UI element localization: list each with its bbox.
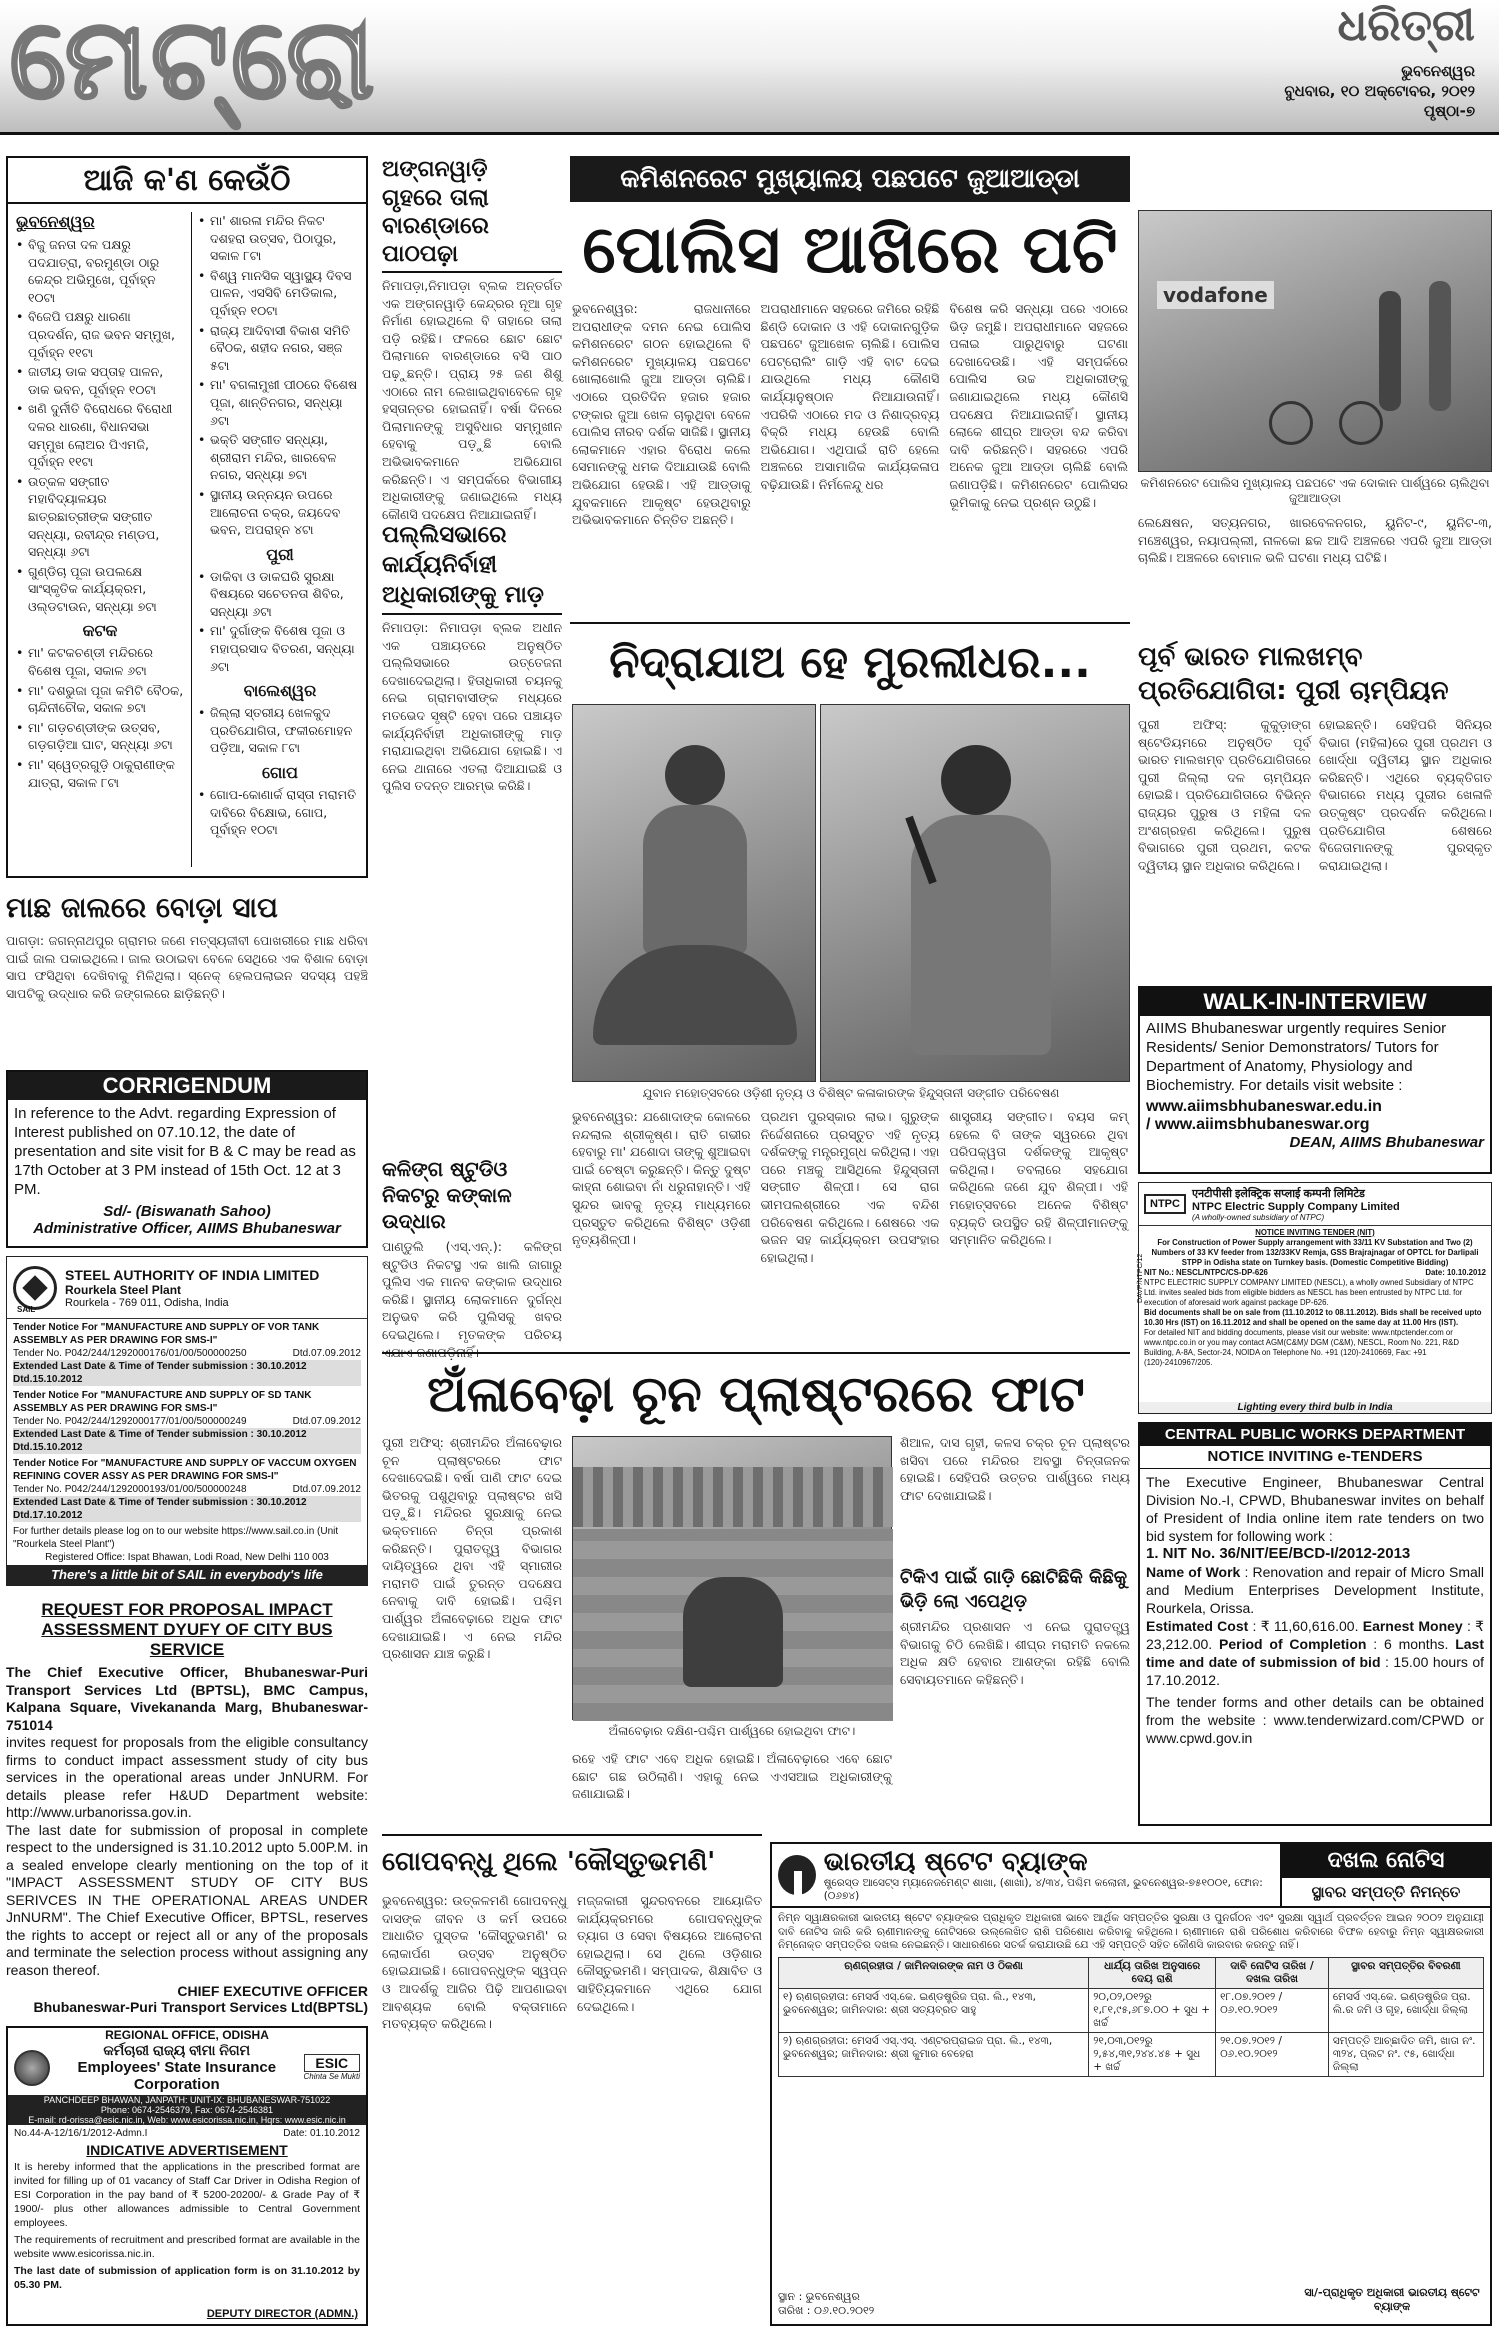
ntpc-side-ref: DAVP/NTPC/12 xyxy=(1137,1253,1144,1303)
table-cell: ୨୧,୦୩,୦୧୨ରୁ ୨,୫୪,୩୧,୨୪୪.୪୫ + ସୁଧ + ଖର୍ଚ୍ଚ xyxy=(1089,2032,1216,2076)
list-item: • ମା' ଦୁର୍ଗାଙ୍କ ବିଶେଷ ପୂଜା ଓ ମହାପ୍ରସାଦ ବିତରଣ, ସନ୍ଧ୍ୟା ୬ଟା xyxy=(198,622,362,675)
esic-logo-text: ESIC xyxy=(304,2054,360,2072)
gopabandhu-headline: ଗୋପବନ୍ଧୁ ଥିଲେ 'କୌସ୍ତୁଭମଣି' xyxy=(382,1847,716,1877)
aiims-sign: DEAN, AIIMS Bhubaneswar xyxy=(1289,1134,1484,1151)
dancer-photo xyxy=(572,704,816,1082)
plaster-col3b: ଶ୍ରୀମନ୍ଦିର ପ୍ରଶାସନ ଏ ନେଇ ପୁରାତତ୍ତ୍ୱ ବିଭାଗକୁ ଚିଠି ଲେଖିଛି। ଶୀଘ୍ର ମରାମତି ନକଲେ ଅଧିକ କ୍ଷତି ହେବାର ଆଶଙ୍କା ରହିଛି ବୋଲି ସେବାୟତମାନେ କହିଛନ୍ତି। xyxy=(900,1619,1130,1687)
corrigendum xyxy=(6,1070,368,1248)
kalinga-body: ପାଣ୍ଡୁଲି (ଏସ୍.ଏନ୍.): କଳିଙ୍ଗ ଷ୍ଟୁଡିଓ ନିକଟସ୍ଥ ଏକ ଖାଲି ଜାଗାରୁ ପୁଲିସ ଏକ ମାନବ କଙ୍କାଳ ଉଦ୍ଧାର କରିଛି। ସ୍ଥାନୀୟ ଲୋକମାନେ ଦୁର୍ଗନ୍ଧ ଅନୁଭବ କରି ପୁଲିସକୁ ଖବର ଦେଇଥିଲେ। ମୃତକଙ୍କ ପରିଚୟ xyxy=(382,1239,562,1342)
table-header: ଦାବି ନୋଟିସ ତାରିଖ / ଦଖଲ ତାରିଖ xyxy=(1216,1957,1329,1988)
esic-adv-title: INDICATIVE ADVERTISEMENT xyxy=(86,2142,288,2158)
sail-extended: Extended Last Date & Time of Tender submission : 30.10.2012 Dtd.17.10.2012 xyxy=(13,1496,361,1522)
cpwd-money-label: Earnest Money xyxy=(1362,1618,1463,1634)
cpwd-dept: CENTRAL PUBLIC WORKS DEPARTMENT xyxy=(1140,1424,1490,1446)
gopabandhu-col2: ମଜ୍ଜକାରୀ ସୁନ୍ଦରବନରେ ଆୟୋଜିତ କାର୍ଯ୍ୟକ୍ରମରେ ଗୋପବନ୍ଧୁଙ୍କ ତ୍ୟାଗ ଓ ସେବା ବିଷୟରେ ଆଲୋଚନା ହୋଇଥିଲା। ସେ ଥିଲେ ଓଡ଼ିଶାର କୌସ୍ତୁଭମଣି। ସମ୍ପାଦକ, ଶିକ୍ଷାବିତ ଓ ସାହିତ୍ୟିକମାନେ ଏଥିରେ ଯୋଗ ଦେଇଥିଲେ। xyxy=(577,1893,762,2014)
sail-tender-date: Dtd.07.09.2012 xyxy=(292,1348,361,1359)
anganwadi-kicker: ଅଙ୍ଗନୱାଡ଼ି xyxy=(382,157,488,182)
gambling-photo xyxy=(1138,210,1492,472)
murali-col3: ଶାସ୍ତ୍ରୀୟ ସଙ୍ଗୀତ। ବୟସ କମ୍ ହେଲେ ବି ତାଙ୍କ ସ୍ୱରରେ ଥିବା ପରିପକ୍ୱତା ଦର୍ଶକଙ୍କୁ ଆକୃଷ୍ଟ କରିଥିଲା। ତବଲାରେ ସହଯୋଗ କରିଥିଲେ ଜଣେ ଯୁବ ଶିଳ୍ପୀ। ଏହି ମହୋତ୍ସବରେ ଅନେକ ବିଶିଷ୍ଟ ବ୍ୟକ୍ତି ଉପସ୍ଥିତ ରହି ଶିଳ୍ପୀମାନଙ୍କୁ ସମ୍ମାନିତ କରିଥିଲେ। xyxy=(949,1109,1129,1248)
sail-org: STEEL AUTHORITY OF INDIA LIMITED xyxy=(65,1266,320,1283)
cpwd-notice: NOTICE INVITING e-TENDERS xyxy=(1140,1446,1490,1469)
ntpc-tag: Lighting every third bulb in India xyxy=(1139,1402,1491,1413)
temple-photo xyxy=(572,1436,892,1720)
murali-headline: ନିଦ୍ରାଯାଅ ହେ ମୁରଲୀଧର... xyxy=(609,637,1091,688)
sbi-date: ତାରିଖ : ୦୬.୧୦.୨୦୧୨ xyxy=(778,2304,875,2317)
bptsl-body3: The last date for submission of proposal in complete respect to the undersigned is 31.10.2012 upto 5.00P.M. in a sealed envelope clearly mentioning on the top of it "IMPACT ASSESSMENT STUDY OF CITY BUS SERIVCES IN THE OPERATIONAL AREAS UNDER JnNURM". The Chief Executive Officer, BPTSL, reserves the rights to accept or reject all or any of the proposals and terminate the selection process without assigning any reason thereof. xyxy=(6,1821,368,1978)
gopabandhu-col1: ଭୁବନେଶ୍ୱର: ଉତ୍କଳମଣି ଗୋପବନ୍ଧୁ ଦାସଙ୍କ ଜୀବନ ଓ କର୍ମ ଉପରେ ଆଧାରିତ ପୁସ୍ତକ 'କୌସ୍ତୁଭମଣି' ର ଲୋକାର୍ପଣ ଉତ୍ସବ ଅନୁଷ୍ଠିତ ହୋଇଯାଇଛି। ଗୋପବନ୍ଧୁଙ୍କ ସ୍ୱପ୍ନ ଓ ଆଦର୍ଶକୁ ଆଜିର ପିଢ଼ି ଆପଣାଇବା ଆବଶ୍ୟକ ବୋଲି ବକ୍ତାମାନେ ମତବ୍ୟକ୍ତ କରିଥିଲେ। xyxy=(382,1893,567,2032)
sarpanch-body: ନିମାପଡ଼ା: ନିମାପଡ଼ା ବ୍ଲକ ଅଧୀନ ଏକ ପଞ୍ଚାୟତରେ ଅନୁଷ୍ଠିତ ପଲ୍ଲିସଭାରେ ଉତ୍ତେଜନା ଦେଖାଦେଇଥିଲା। ହିତାଧିକାରୀ ଚୟନକୁ ନେଇ ଗ୍ରାମବାସୀଙ୍କ ମଧ୍ୟରେ ମତଭେଦ ସୃଷ୍ଟି ହେବା ପରେ ପଞ୍ଚାୟତ କାର୍ଯ୍ୟନିର୍ବାହୀ ଅଧିକାରୀଙ୍କୁ ମାଡ଼ ମରାଯାଇଥିବା ଅଭିଯୋଗ ହୋଇଛି। ଏ ନେଇ ଥାନାରେ ଏତଲା ଦିଆଯାଇଛି ଓ ପୁଲିସ ତଦନ୍ତ ଆରମ୍ଭ କରିଛି। xyxy=(382,620,562,794)
table-header: ଋଣଗ୍ରହୀତା / ଜାମିନଦାରଙ୍କ ନାମ ଓ ଠିକଣା xyxy=(779,1957,1089,1988)
sbi-table xyxy=(778,1957,1484,2077)
masthead-date: ବୁଧବାର, ୧୦ ଅକ୍ଟୋବର, ୨୦୧୨ xyxy=(1284,82,1475,100)
sail-address: Rourkela - 769 011, Odisha, India xyxy=(65,1296,229,1309)
emblem-icon xyxy=(14,2050,50,2086)
list-item: • ବିଜୁ ଜନତା ଦଳ ପକ୍ଷରୁ ପଦଯାତ୍ରା, ବରମୁଣ୍ଡା ଠାରୁ କେନ୍ଦ୍ର ଅଭିମୁଖେ, ପୂର୍ବାହ୍ନ ୧୦ଟା xyxy=(16,236,184,306)
sail-tender-date: Dtd.07.09.2012 xyxy=(292,1416,361,1427)
sbi-sign: ସା/-ପ୍ରାଧିକୃତ ଅଧିକାରୀ ଭାରତୀୟ ଷ୍ଟେଟ ବ୍ୟାଙ୍କ xyxy=(1304,2286,1480,2313)
ntpc-logo: NTPC xyxy=(1144,1194,1186,1214)
ntpc-bid: Bid documents shall be on sale from (11.10.2012 to 08.11.2012). Bids shall be received upto 10.30 Hrs (IST) on 16.11.2012 and shall be opened on the same day at 11.00 Hrs (IST). xyxy=(1144,1308,1482,1327)
table-row xyxy=(779,2032,1484,2076)
sail-logo-text: SAIL xyxy=(17,1305,36,1314)
esic-phone: Phone: 0674-2546379, Fax: 0674-2546381 xyxy=(8,2105,366,2115)
sail-extended: Extended Last Date & Time of Tender submission : 30.10.2012 Dtd.15.10.2012 xyxy=(13,1360,361,1386)
ntpc-body: NTPC ELECTRIC SUPPLY COMPANY LIMITED (NESCL), a wholly owned Subsidiary of NTPC Ltd. invites sealed bids from eligible bidders as NESCL has been entrusted by NTPC Ltd. for execution of aforesaid work against package DP-626. xyxy=(1144,1278,1474,1307)
sail-tender-no: Tender No. P042/244/1292000176/01/00/500000250 xyxy=(13,1348,247,1359)
cpwd-nit: 1. NIT No. 36/NIT/EE/BCD-I/2012-2013 xyxy=(1146,1545,1411,1562)
cpwd-period: : 6 months. xyxy=(1373,1636,1449,1652)
list-item: • ଗୁଣ୍ଡିଚା ପୂଜା ଉପଲକ୍ଷେ ସାଂସ୍କୃତିକ କାର୍ଯ୍ୟକ୍ରମ, ଓଲ୍ଡଟାଉନ, ସନ୍ଧ୍ୟା ୭ଟା xyxy=(16,563,184,616)
table-cell: ୨୧.୦୭.୨୦୧୨ / ୦୬.୧୦.୨୦୧୨ xyxy=(1216,2032,1329,2076)
sarpanch-headline: ପଲ୍ଲିସଭାରେ କାର୍ଯ୍ୟନିର୍ବାହୀ ଅଧିକାରୀଙ୍କୁ ମାଡ଼ xyxy=(382,520,562,615)
events-bbsr-heading: ଭୁବନେଶ୍ୱର xyxy=(16,212,95,231)
anganwadi-headline: ଗୃହରେ ତାଲା ବାରଣ୍ଡାରେ ପାଠପଢ଼ା xyxy=(382,184,562,273)
sail-ad xyxy=(6,1256,368,1586)
ntpc-hindi-name: एनटीपीसी इलेक्ट्रिक सप्लाई कम्पनी लिमिटेड xyxy=(1191,1188,1365,1200)
events-title: ଆଜି କ'ଣ କେଉଁଠି xyxy=(8,158,366,204)
sbi-place: ସ୍ଥାନ : ଭୁବନେଶ୍ୱର xyxy=(778,2290,860,2303)
aiims-web1[interactable]: www.aiimsbhubaneswar.edu.in xyxy=(1146,1098,1382,1115)
ntpc-nit-date: Date: 10.10.2012 xyxy=(1425,1268,1486,1277)
cpwd-work: : Renovation and repair of Micro Small and Medium Enterprises Development Institute, Rourkela, Orissa. xyxy=(1146,1564,1485,1616)
bptsl-sign1: CHIEF EXECUTIVE OFFICER xyxy=(177,1983,368,1999)
singer-photo xyxy=(820,704,1130,1082)
table-row xyxy=(779,1988,1484,2032)
sail-logo-icon xyxy=(13,1266,57,1310)
aiims-ad xyxy=(1138,986,1492,1174)
plaster-col3: ଶିଆଳ, ଦାସ ଗୃହୀ, କଳସ ଚକ୍ର ଚୂନ ପ୍ଲାଷ୍ଟର ଖସିବା ପରେ ମନ୍ଦିରର ଅବସ୍ଥା ଚିନ୍ତାଜନକ ହୋଇଛି। ସେହିପରି ଉତ୍ତର ପାର୍ଶ୍ୱରେ ମଧ୍ୟ ଫାଟ ଦେଖାଯାଇଛି। xyxy=(900,1435,1130,1503)
cpwd-work-label: Name of Work xyxy=(1146,1564,1241,1580)
list-item: • ବିଶ୍ୱ ମାନସିକ ସ୍ୱାସ୍ଥ୍ୟ ଦିବସ ପାଳନ, ଏସସିବି ମେଡିକାଲ, ପୂର୍ବାହ୍ନ ୧୦ଟା xyxy=(198,267,362,320)
sarpanch-story xyxy=(382,520,562,1148)
sail-notice xyxy=(13,1389,361,1454)
list-item: • ଖଣି ଦୁର୍ନୀତି ବିରୋଧରେ ବିରୋଧୀ ଦଳର ଧାରଣା, ବିଧାନସଭା ସମ୍ମୁଖ ଲୋଅର ପିଏମଜି, ପୂର୍ବାହ୍ନ ୧୧ଟା xyxy=(16,400,184,470)
snake-headline: ମାଛ ଜାଲରେ ବୋଡ଼ା ସାପ xyxy=(6,891,278,924)
esic-para3: The last date of submission of application form is on 31.10.2012 by 05.30 PM. xyxy=(14,2265,360,2291)
sbi-logo-icon xyxy=(778,1855,816,1895)
masthead-city: ଭୁବନେଶ୍ୱର xyxy=(1401,62,1475,80)
commissionerate-col3: ବିଶେଷ କରି ସନ୍ଧ୍ୟା ପରେ ଏଠାରେ ଭିଡ଼ ଜମୁଛି। ଅପରାଧୀମାନେ ସହଜରେ ପଳାଇ ପାରୁଥିବାରୁ ଘଟଣା ଦେଖାଦେଉଛି। ଏହି ସମ୍ପର୍କରେ ପୋଲିସ ଉଚ୍ଚ ଅଧିକାରୀଙ୍କୁ ଜଣାଯାଇଥିଲେ ମଧ୍ୟ କୌଣସି ପଦକ୍ଷେପ ନିଆଯାଇନାହିଁ। ସ୍ଥାନୀୟ ଲୋକେ ଶୀଘ୍ର ଆଡ୍ଡା ବନ୍ଦ କରିବା ଦାବି କରିଛନ୍ତି। ସହରରେ ଏପରି ଅନେକ ଜୁଆ ଆଡ୍ଡା ଚାଲିଛି ବୋଲି ଜଣାପଡ଼ିଛି। କମିଶନରେଟ ପୋଲିସର ଭୂମିକାକୁ ନେଇ ପ୍ରଶ୍ନ ଉଠୁଛି। xyxy=(949,301,1129,510)
sail-extended: Extended Last Date & Time of Tender submission : 30.10.2012 Dtd.15.10.2012 xyxy=(13,1428,361,1454)
sbi-name: ଭାରତୀୟ ଷ୍ଟେଟ ବ୍ୟାଙ୍କ xyxy=(823,1847,1088,1877)
bptsl-ad xyxy=(6,1600,368,2018)
ntpc-notice: NOTICE INVITING TENDER (NIT) xyxy=(1255,1228,1375,1237)
sail-tender-no: Tender No. P042/244/1292000177/01/00/500000249 xyxy=(13,1416,247,1427)
corrigendum-designation: Administrative Officer, AIIMS Bhubaneswar xyxy=(33,1220,341,1237)
cpwd-last-label: Last time and date of submission of bid xyxy=(1146,1636,1484,1670)
esic-para1: It is hereby informed that the applications in the prescribed format are invited for filling up of 01 vacancy of Staff Car Driver in Odisha Region of ESI Corporation in the pay band of ₹ 5200-20200/- & Grade Pay of ₹ 1900/- plus other allowances admissible to Central Government employees. xyxy=(14,2161,360,2229)
plaster-headline: ଅଁଳାବେଢ଼ା ଚୂନ ପ୍ଲାଷ୍ଟରରେ ଫାଟ xyxy=(427,1365,1085,1423)
sail-notice-title: Tender Notice For "MANUFACTURE AND SUPPLY OF VACCUM OXYGEN REFINING COVER ASSY AS PER DRAWING FOR SMS-I" xyxy=(13,1458,357,1482)
corrigendum-sign: Sd/- (Biswanath Sahoo) xyxy=(103,1203,271,1220)
plaster-col2: ରହେ ଏହି ଫାଟ ଏବେ ଅଧିକ ହୋଇଛି। ଅଁଳାବେଢ଼ାରେ ଏବେ ଛୋଟ ଛୋଟ ଗଛ ଉଠିଲାଣି। ଏହାକୁ ନେଇ ଏଏସଆଇ ଅଧିକାରୀଙ୍କୁ ଜଣାଯାଇଛି। xyxy=(572,1751,892,1802)
section-title: ମେଟ୍ରୋ xyxy=(10,0,379,123)
snake-story xyxy=(6,888,368,1068)
sail-office: Registered Office: Ispat Bhawan, Lodi Road, New Delhi 110 003 xyxy=(45,1552,329,1563)
table-cell: ୧୮.୦୭.୨୦୧୨ / ୦୬.୧୦.୨୦୧୨ xyxy=(1216,1988,1329,2032)
aiims-title: WALK-IN-INTERVIEW xyxy=(1140,988,1490,1016)
shop-sign: vodafone xyxy=(1157,281,1274,309)
snake-body: ପାଗଡ଼ା: ଜଗନ୍ନାଥପୁର ଗ୍ରାମର ଜଣେ ମତ୍ସ୍ୟଜୀବୀ ପୋଖରୀରେ ମାଛ ଧରିବା ପାଇଁ ଜାଲ ପକାଇଥିଲେ। ଜାଲ ଉଠାଇବା ବେଳେ ସେଥିରେ ଏକ ବିଶାଳ ବୋଡ଼ା ସାପ ଫସିଥିବା ଦେଖିବାକୁ ମିଳିଥିଲା। ସ୍ନେକ୍ ହେଲପଲାଇନ ସଦସ୍ୟ ପହଞ୍ଚି ସାପଟିକୁ ଉଦ୍ଧାର କରି ଜଙ୍ଗଲରେ ଛାଡ଼ିଛନ୍ତି। xyxy=(6,933,368,1001)
commissionerate-col2: ଅପରାଧୀମାନେ ସହରରେ ଜମିରେ ରହିଛି ଛିଣ୍ଡି ଦୋକାନ ଓ ଏହି ଦୋକାନଗୁଡ଼ିକ ପଛପଟେ ଜୁଆଖେଳ ଚାଲିଛି। ପୋଲିସ ପେଟ୍ରୋଲିଂ ଗାଡ଼ି ଏହି ବାଟ ଦେଇ ଯାଉଥିଲେ ମଧ୍ୟ କୌଣସି କାର୍ଯ୍ୟାନୁଷ୍ଠାନ ନିଆଯାଉନାହିଁ। ଏପରିକି ଏଠାରେ ମଦ ଓ ନିଶାଦ୍ରବ୍ୟ ବିକ୍ରି ମଧ୍ୟ ହେଉଛି ବୋଲି ଅଭିଯୋଗ। ଏଥିପାଇଁ ରାତି ହେଲେ ଅଞ୍ଚଳରେ ଅସାମାଜିକ କାର୍ଯ୍ୟକଳାପ ବଢ଼ିଯାଉଛି। ନିର୍ମଳେନ୍ଦୁ ଧର xyxy=(760,301,940,492)
esic-name-or: କର୍ମଚାରୀ ରାଜ୍ୟ ବୀମା ନିଗମ xyxy=(103,2042,251,2058)
table-header: ଧାର୍ଯ୍ୟ ତାରିଖ ଅନୁସାରେ ଦେୟ ରାଶି xyxy=(1089,1957,1216,1988)
events-box xyxy=(6,156,368,878)
list-item: • ବିଜେପି ପକ୍ଷରୁ ଧାରଣା ପ୍ରଦର୍ଶନ, ରାଜ ଭବନ ସମ୍ମୁଖ, ପୂର୍ବାହ୍ନ ୧୧ଟା xyxy=(16,308,184,361)
masthead-page: ପୃଷ୍ଠା-୭ xyxy=(1423,102,1475,120)
lion-statue-icon xyxy=(683,1577,783,1687)
aiims-body: AIIMS Bhubaneswar urgently requires Senior Residents/ Senior Demonstrators/ Tutors for Department of Anatomy, Physiology and Biochemistry. For details visit website : xyxy=(1146,1020,1447,1094)
esic-region: REGIONAL OFFICE, ODISHA xyxy=(105,2028,269,2042)
cpwd-period-label: Period of Completion xyxy=(1219,1636,1367,1652)
ntpc-nit-no: NIT No.: NESCL/NTPC/CS-DP-626 xyxy=(1144,1268,1268,1277)
murali-caption: ଯୁବାନ ମହୋତ୍ସବରେ ଓଡ଼ିଶୀ ନୃତ୍ୟ ଓ ବିଶିଷ୍ଟ କଳାକାରଙ୍କ ହିନ୍ଦୁସ୍ତାନୀ ସଙ୍ଗୀତ ପରିବେଷଣ xyxy=(642,1086,1060,1100)
cpwd-cost-label: Estimated Cost xyxy=(1146,1618,1249,1634)
ntpc-purpose: For Construction of Power Supply arrangement with 33/11 KV Substation and Two (2) Numbers of 33 KV feeder from 132/33KV Remja, GSS Brajrajnagar of OPTCL for Darlipali STPP in Odisha state on Turnkey basis. (Domestic Competitive Bidding) xyxy=(1151,1238,1479,1267)
commissionerate-right-col: ଲେକ୍ଷେଷନ, ସତ୍ୟନଗର, ଖାରବେଳନଗର, ୟୁନିଟ-୯, ୟୁନିଟ-୩, ମଞ୍ଚେଶ୍ୱର, ନୟାପଲ୍ଲୀ, ନାଳକୋ ଛକ ଆଦି ଅଞ୍ଚଳରେ ଏପରି ଜୁଆ ଆଡ୍ଡା ଚାଲିଛି। ଅଞ୍ଚଳରେ ବୋମାଳ ଭଳି ଘଟଣା ମଧ୍ୟ ଘଟିଛି। xyxy=(1138,515,1492,566)
table-cell: ୧) ଋଣଗ୍ରହୀତା: ମେସର୍ସ ଏସ୍.କେ. ଇଣ୍ଡଷ୍ଟ୍ରିଜ ପ୍ରା. ଲି., ୧୪୩, ଭୁବନେଶ୍ୱର; ଜାମିନଦାର: ଶ୍ରୀ ସତ୍ୟବ୍ରତ ସାହୁ xyxy=(779,1988,1089,2032)
esic-para2: The requirements of recruitment and prescribed format are available in the website www.esicorissa.nic.in. xyxy=(14,2234,360,2260)
bicycle-icon xyxy=(1269,401,1313,445)
table-header: ସ୍ଥାବର ସମ୍ପତ୍ତିର ବିବରଣୀ xyxy=(1328,1957,1483,1988)
cpwd-ad xyxy=(1138,1422,1492,1826)
list-item: • ଡାକିବା ଓ ଡାକଘରି ସୁରକ୍ଷା ବିଷୟରେ ସଚେତନତା ଶିବିର, ସନ୍ଧ୍ୟା ୬ଟା xyxy=(198,568,362,621)
list-item: • ଜାତୀୟ ଡାକ ସପ୍ତାହ ପାଳନ, ଡାକ ଭବନ, ପୂର୍ବାହ୍ନ ୧୦ଟା xyxy=(16,363,184,398)
anganwadi-body: ନିମାପଡ଼ା,ନିମାପଡ଼ା ବ୍ଲକ ଅନ୍ତର୍ଗତ ଏକ ଅଙ୍ଗନୱାଡ଼ି କେନ୍ଦ୍ରର ନୂଆ ଗୃହ ନିର୍ମାଣ ହୋଇଥିଲେ ବି ତାହାରେ ତାଲା ପଡ଼ି ରହିଛି। ଫଳରେ ଛୋଟ ଛୋଟ ପିଲାମାନେ ବାରଣ୍ଡାରେ ବସି ପାଠ ପଢ଼ୁଛନ୍ତି। ପ୍ରାୟ ୨୫ ଜଣ ଶିଶୁ ଏଠାରେ ନାମ ଲେଖାଇଥିବାବେଳେ ଗୃହ ହସ୍ତାନ୍ତର ହୋଇନାହିଁ। ବର୍ଷା ଦିନରେ ପିଲାମାନଙ୍କୁ ଅସୁବିଧାର ସମ୍ମୁଖୀନ ହେବାକୁ ପଡ଼ୁଛି ବୋଲି ଅଭିଭାବକମାନେ ଅଭିଯୋଗ କରିଛନ୍ତି। ଏ ସମ୍ପର୍କରେ ବିଭାଗୀୟ ଅଧିକାରୀଙ୍କୁ ଜଣାଇଥିଲେ ମଧ୍ୟ କୌଣସି ପଦକ୍ଷେପ ନିଆଯାଇନାହିଁ। xyxy=(382,278,562,522)
list-item: • ଗୋପ-କୋଣାର୍କ ରାସ୍ତା ମରାମତି ଦାବିରେ ବିକ୍ଷୋଭ, ଗୋପ, ପୂର୍ବାହ୍ନ ୧୦ଟା xyxy=(198,786,362,839)
corrigendum-body: In reference to the Advt. regarding Expression of Interest published on 07.10.12, the date of presentation and site visit for B & C may be read as 17th October at 3 PM instead of 15th Oct. 12 at 3 PM. xyxy=(14,1105,356,1198)
list-item: • ମା' ଗଡ଼ଚଣ୍ଡୀଙ୍କ ଉତ୍ସବ, ଗଡ଼ଗଡ଼ିଆ ଘାଟ, ସନ୍ଧ୍ୟା ୬ଟା xyxy=(16,719,184,754)
kalinga-story xyxy=(382,1156,562,1342)
bptsl-sign2: Bhubaneswar-Puri Transport Services Ltd(BPTSL) xyxy=(33,1999,368,2015)
table-cell: ୨୦,୦୨,୦୧୨ରୁ ୧,୮୧,୯୫,୬୮୭.୦୦ + ସୁଧ + ଖର୍ଚ୍ଚ xyxy=(1089,1988,1216,2032)
commissionerate-col1: ଭୁବନେଶ୍ୱର: ରାଜଧାନୀରେ ଅପରାଧୀଙ୍କ ଦମନ ନେଇ ପୋଲିସ କମିଶନରେଟ ଗଠନ ହୋଇଥିଲେ ବି କମିଶନରେଟ ମୁଖ୍ୟାଳୟ ପଛପଟେ ଖୋଲାଖୋଲି ଜୁଆ ଆଡ୍ଡା ଚାଲିଛି। ଏଠାରେ ପ୍ରତିଦିନ ହଜାର ହଜାର ଟଙ୍କାର ଜୁଆ ଖେଳ ଚାଲୁଥିବା ବେଳେ ପୋଲିସ ନୀରବ ଦର୍ଶକ ସାଜିଛି। ସ୍ଥାନୀୟ ଲୋକମାନେ ଏହାର ବିରୋଧ କଲେ ସେମାନଙ୍କୁ ଧମକ ଦିଆଯାଉଛି ବୋଲି ଅଭିଯୋଗ ହେଉଛି। ଏହି ଆଡ୍ଡାକୁ ଯୁବକମାନେ ଆକୃଷ୍ଟ ହେଉଥିବାରୁ ଅଭିଭାବକମାନେ ଚିନ୍ତିତ ଅଛନ୍ତି। xyxy=(572,301,751,528)
paper-name: ଧରିତ୍ରୀ xyxy=(1337,0,1475,51)
list-item: • ଭକ୍ତି ସଙ୍ଗୀତ ସନ୍ଧ୍ୟା, ଶ୍ରୀରାମ ମନ୍ଦିର, ଖାରବେଳ ନଗର, ସନ୍ଧ୍ୟା ୭ଟା xyxy=(198,431,362,484)
bptsl-body1: The Chief Executive Officer, Bhubaneswar-Puri Transport Services Ltd (BPTSL), BMC Campus, Kalpana Square, Vivekananda Marg, Bhubaneswar-751014 xyxy=(6,1664,368,1733)
esic-logo-tag: Chinta Se Mukti xyxy=(303,2072,360,2081)
commissionerate-headline: ପୋଲିସ ଆଖିରେ ପଟି xyxy=(582,211,1118,288)
ntpc-sub: (A wholly-owned subsidiary of NTPC) xyxy=(1191,1213,1325,1222)
sbi-notice-title: ଦଖଲ ନୋଟିସ xyxy=(1282,1844,1490,1878)
esic-sign: DEPUTY DIRECTOR (ADMN.) xyxy=(206,2308,358,2320)
events-gop-heading: ଗୋପ xyxy=(262,763,298,783)
sail-plant: Rourkela Steel Plant xyxy=(65,1282,182,1297)
esic-address: PANCHDEEP BHAWAN, JANPATH: UNIT-IX: BHUBANESWAR-751022 xyxy=(8,2095,366,2105)
masthead xyxy=(0,0,1499,135)
sail-tender-date: Dtd.07.09.2012 xyxy=(292,1484,361,1495)
table-cell: ସମ୍ପତ୍ତି ଆଚ୍ଛାଦିତ ଜମି, ଖାତା ନଂ. ୩୨୪, ପ୍ଲଟ ନଂ. ୯୫, ଖୋର୍ଦ୍ଧା ଜିଲ୍ଲା xyxy=(1328,2032,1483,2076)
east-india-col2: ହୋଇଛନ୍ତି। ସେହିପରି ସିନିୟର ବିଭାଗ (ମହିଳା)ରେ ପୁରୀ ପ୍ରଥମ ଓ ଖୋର୍ଦ୍ଧା ଦ୍ୱିତୀୟ ସ୍ଥାନ ଅଧିକାର କରିଛନ୍ତି। ଏଥିରେ ବ୍ୟକ୍ତିଗତ ବିଭାଗରେ ମଧ୍ୟ ପୁରୀର ଖେଳାଳି ଉତ୍କୃଷ୍ଟ ପ୍ରଦର୍ଶନ କରିଥିଲେ। ପ୍ରତିଯୋଗିତା ଶେଷରେ ବିଜେତାମାନଙ୍କୁ ପୁରସ୍କୃତ କରାଯାଇଥିଲା। xyxy=(1319,717,1492,873)
events-cuttack-heading: କଟକ xyxy=(82,621,118,641)
sbi-notice xyxy=(770,1842,1492,2326)
east-india-headline: ପୂର୍ବ ଭାରତ ମାଲଖମ୍ବ ପ୍ରତିଯୋଗିତା: ପୁରୀ ଚାମ୍ପିୟନ xyxy=(1138,642,1449,706)
esic-date: Date: 01.10.2012 xyxy=(283,2128,360,2139)
events-puri-heading: ପୁରୀ xyxy=(266,544,294,564)
table-header-row xyxy=(779,1957,1484,1988)
table-cell: ମେସର୍ସ ଏସ୍.କେ. ଇଣ୍ଡଷ୍ଟ୍ରିଜ ପ୍ରା. ଲି.ର ଜମି ଓ ଗୃହ, ଖୋର୍ଦ୍ଧା ଜିଲ୍ଲା xyxy=(1328,1988,1483,2032)
ntpc-name: NTPC Electric Supply Company Limited xyxy=(1191,1201,1400,1213)
list-item: • ମା' ଦଶଭୁଜା ପୂଜା କମିଟି ବୈଠକ, ଚାନ୍ଦିନୀଚୌକ, ସକାଳ ୭ଟା xyxy=(16,682,184,717)
murali-col1: ଭୁବନେଶ୍ୱର: ଯଶୋଦାଙ୍କ କୋଳରେ ନନ୍ଦଲାଲ ଶ୍ରୀକୃଷ୍ଣ। ରାତି ଗଭୀର ହେବାରୁ ମା' ଯଶୋଦା ତାଙ୍କୁ ଶୁଆଇବା ପାଇଁ ଚେଷ୍ଟା କରୁଛନ୍ତି। କିନ୍ତୁ ଦୁଷ୍ଟ କାହ୍ନା ଶୋଇବା ନାଁ ଧରୁନାହାନ୍ତି। ଏହି ସୁନ୍ଦର ଭାବକୁ ନୃତ୍ୟ ମାଧ୍ୟମରେ ପ୍ରସ୍ତୁତ କରିଥିଲେ ବିଶିଷ୍ଟ ଓଡ଼ିଶୀ ନୃତ୍ୟଶିଳ୍ପୀ। xyxy=(572,1109,751,1248)
sail-notice-title: Tender Notice For "MANUFACTURE AND SUPPLY OF VOR TANK ASSEMBLY AS PER DRAWING FOR SMS-I" xyxy=(13,1322,320,1346)
table-cell: ୨) ଋଣଗ୍ରହୀତା: ମେସର୍ସ ଏସ୍.ଏସ୍. ଏଣ୍ଟରପ୍ରାଇଜ ପ୍ରା. ଲି., ୧୪୩, ଭୁବନେଶ୍ୱର; ଜାମିନଦାର: ଶ୍ରୀ କୁମାର ବେହେରା xyxy=(779,2032,1089,2076)
esic-name-en: Employees' State Insurance Corporation xyxy=(77,2059,277,2093)
list-item: • ମା' ସ୍ୱେତ୍ରଗୁଡ଼ି ଠାକୁରାଣୀଙ୍କ ଯାତ୍ରା, ସକାଳ ୮ଟା xyxy=(16,756,184,791)
cpwd-body: The Executive Engineer, Bhubaneswar Central Division No.-I, CPWD, Bhubaneswar invites on behalf of President of India online item rate tenders on two bid system for following work : xyxy=(1146,1474,1484,1544)
plaster-caption: ଅଁଳାବେଢ଼ାର ଦକ୍ଷିଣ-ପଶ୍ଚିମ ପାର୍ଶ୍ୱରେ ହୋଇଥିବା ଫାଟ। xyxy=(608,1724,856,1738)
gambling-photo-caption: କମିଶନରେଟ ପୋଲିସ ମୁଖ୍ୟାଳୟ ପଛପଟେ ଏକ ଦୋକାନ ପାର୍ଶ୍ୱରେ ଚାଲିଥିବା ଜୁଆଆଡ୍ଡା xyxy=(1140,476,1490,505)
list-item: • ଉତ୍କଳ ସଙ୍ଗୀତ ମହାବିଦ୍ୟାଳୟର ଛାତ୍ରଛାତ୍ରୀଙ୍କ ସଙ୍ଗୀତ ସନ୍ଧ୍ୟା, ରବୀନ୍ଦ୍ର ମଣ୍ଡପ, ସନ୍ଧ୍ୟା ୬ଟା xyxy=(16,473,184,561)
plaster-col1: ପୁରୀ ଅଫିସ୍: ଶ୍ରୀମନ୍ଦିର ଅଁଳାବେଢ଼ାର ଚୂନ ପ୍ଲାଷ୍ଟରରେ ଫାଟ ଦେଖାଦେଇଛି। ବର୍ଷା ପାଣି ଫାଟ ଦେଇ ଭିତରକୁ ପଶୁଥିବାରୁ ପ୍ଲାଷ୍ଟର ଖସି ପଡ଼ୁଛି। ମନ୍ଦିରର ସୁରକ୍ଷାକୁ ନେଇ ଭକ୍ତମାନେ ଚିନ୍ତା ପ୍ରକାଶ କରିଛନ୍ତି। ପୁରାତତ୍ତ୍ୱ ବିଭାଗର ଦାୟିତ୍ୱରେ ଥିବା ଏହି ସ୍ମାରୀର ମରାମତି ପାଇଁ ତୁରନ୍ତ ପଦକ୍ଷେପ ନେବାକୁ ଦାବି ହୋଇଛି। ପଶ୍ଚିମ ପାର୍ଶ୍ୱର ଅଁଳାବେଢ଼ାରେ ଅଧିକ ଫାଟ ଦେଖାଯାଇଛି। ଏ ନେଇ ମନ୍ଦିର ପ୍ରଶାସନ ଯାଞ୍ଚ କରୁଛି। xyxy=(382,1435,562,1662)
corrigendum-title: CORRIGENDUM xyxy=(8,1072,366,1100)
cpwd-money: : ₹ 23,212.00. xyxy=(1146,1618,1485,1652)
aiims-web2[interactable]: / www.aiimsbhubaneswar.org xyxy=(1146,1116,1370,1133)
esic-email: E-mail: rd-orissa@esic.nic.in, Web: www.esicorissa.nic.in, Hqrs: www.esic.nic.in xyxy=(8,2115,366,2125)
esic-ref: No.44-A-12/16/1/2012-Admn.I xyxy=(14,2128,148,2139)
list-item: • ସ୍ଥାନୀୟ ଉନ୍ନୟନ ଉପରେ ଆଲୋଚନା ଚକ୍ର, ଜୟଦେବ ଭବନ, ଅପରାହ୍ନ ୪ଟା xyxy=(198,486,362,539)
bptsl-body2: invites request for proposals from the eligible consultancy firms to conduct impact assessment study of city bus services in the operational areas under JnNURM. For details please refer H&UD Department website: http://www.urbanorissa.gov.in. xyxy=(6,1734,368,1820)
sail-footer: For further details please log on to our website https://www.sail.co.in (Unit "Rourkela Steel Plant") xyxy=(13,1526,339,1550)
cpwd-cost: : ₹ 11,60,616.00. xyxy=(1252,1618,1359,1634)
sail-tagline: There's a little bit of SAIL in everybody's life xyxy=(7,1565,367,1585)
ntpc-contact: For detailed NIT and bidding documents, please visit our website: www.ntpctender.com or www.ntpc.co.in or you may contact AGM(C&M)/ DGM (C&M), NESCL, Room No. 221, R&D Building, A-8A, Sector-24, NOIDA on Telephone No. +91 (120)-2410669, Fax: +91 (120)-2410967/205. xyxy=(1144,1328,1459,1367)
sbi-notice-sub: ସ୍ଥାବର ସମ୍ପତ୍ତି ନିମନ୍ତେ xyxy=(1311,1883,1461,1901)
events-bbsr-list xyxy=(16,236,184,615)
cpwd-footer: The tender forms and other details can be obtained from the website : www.tenderwizard.com/CPWD or www.cpwd.gov.in xyxy=(1146,1694,1484,1746)
sail-tender-no: Tender No. P042/244/1292000193/01/00/500000248 xyxy=(13,1484,247,1495)
sail-notice xyxy=(13,1457,361,1522)
list-item: • ମା' ବଗଳାମୁଖୀ ପୀଠରେ ବିଶେଷ ପୂଜା, ଶାନ୍ତିନଗର, ସନ୍ଧ୍ୟା ୬ଟା xyxy=(198,376,362,429)
list-item: • ରାଜ୍ୟ ଆଦିବାସୀ ବିକାଶ ସମିତି ବୈଠକ, ଶହୀଦ ନଗର, ସଞ୍ଜ ୫ଟା xyxy=(198,322,362,375)
sbi-branch: ଷ୍ଟ୍ରେସ୍ଡ ଆସେଟ୍ସ ମ୍ୟାନେଜମେଣ୍ଟ ଶାଖା, (ଶାଖା), ୪/୩୪, ପଶ୍ଚିମ କଲୋନୀ, ଭୁବନେଶ୍ୱର-୭୫୧୦୦୧, ଫୋନ: (୦୬୭୪) xyxy=(823,1877,1263,1902)
ntpc-ad xyxy=(1138,1182,1492,1414)
murali-col2: ପ୍ରଥମ ପୁରସ୍କାର ଲାଭ। ଗୁରୁଙ୍କ ନିର୍ଦ୍ଦେଶନାରେ ପ୍ରସ୍ତୁତ ଏହି ନୃତ୍ୟ ଦର୍ଶକଙ୍କୁ ମନ୍ତ୍ରମୁଗ୍ଧ କରିଥିଲା। ଏହା ପରେ ମଞ୍ଚକୁ ଆସିଥିଲେ ହିନ୍ଦୁସ୍ତାନୀ ସଙ୍ଗୀତ ଶିଳ୍ପୀ। ସେ ରାଗ ଭୀମପଲଶ୍ରୀରେ ଏକ ବନ୍ଦିଶ ପରିବେଷଣ କରିଥିଲେ। ଶେଷରେ ଏକ ଭଜନ ସହ କାର୍ଯ୍ୟକ୍ରମ ଉପସଂହାର ହୋଇଥିଲା। xyxy=(760,1109,940,1265)
anganwadi-story xyxy=(382,156,562,522)
sail-notice-title: Tender Notice For "MANUFACTURE AND SUPPLY OF SD TANK ASSEMBLY AS PER DRAWING FOR SMS-I" xyxy=(13,1390,312,1414)
sbi-body: ନିମ୍ନ ସ୍ୱାକ୍ଷରକାରୀ ଭାରତୀୟ ଷ୍ଟେଟ ବ୍ୟାଙ୍କର ପ୍ରାଧିକୃତ ଅଧିକାରୀ ଭାବେ ଆର୍ଥିକ ସମ୍ପତ୍ତିର ସୁରକ୍ଷା ଓ ପୁନର୍ଗଠନ ଏବଂ ସୁରକ୍ଷା ସ୍ୱାର୍ଥ ପ୍ରବର୍ତ୍ତନ ଆଇନ ୨୦୦୨ ଅନୁଯାୟୀ ଦାବି ନୋଟିସ ଜାରି କରି ଋଣୀମାନଙ୍କୁ ନୋଟିସରେ ଉଲ୍ଲେଖିତ ରାଶି ପରିଶୋଧ କରିବାକୁ କହିଥିଲେ। ଋଣୀମାନେ ରାଶି ପରିଶୋଧ କରିବାରେ ବିଫଳ ହେବାରୁ ନିମ୍ନ ସ୍ୱାକ୍ଷରକାରୀ ନିମ୍ନୋକ୍ତ ସମ୍ପତ୍ତିର ଦଖଲ ନେଇଛନ୍ତି। ସାଧାରଣରେ ସତର୍କ କରାଯାଉଛି ଯେ ଏହି ସମ୍ପତ୍ତି ସହିତ କୌଣସି କାରବାର କରନ୍ତୁ ନାହିଁ। xyxy=(778,1912,1484,1951)
plaster-sub-headline: ଟିକିଏ ପାଇଁ ଗାଡ଼ି ଛୋଟିଛିକି କିଛିକୁ ଭିଡ଼ି ଲୋ ଏପେଥିଡ଼ xyxy=(900,1567,1128,1612)
east-india-col1: ପୁରୀ ଅଫିସ୍: କୁକୁଡ଼ାଙ୍ଗ ଷ୍ଟେଡିୟମରେ ଅନୁଷ୍ଠିତ ପୂର୍ବ ଭାରତ ମାଲଖମ୍ବ ପ୍ରତିଯୋଗିତାରେ ପୁରୀ ଜିଲ୍ଲା ଦଳ ଚାମ୍ପିୟନ ହୋଇଛି। ପ୍ରତିଯୋଗିତାରେ ବିଭିନ୍ନ ରାଜ୍ୟର ପୁରୁଷ ଓ ମହିଳା ଦଳ ଅଂଶଗ୍ରହଣ କରିଥିଲେ। ପୁରୁଷ ବିଭାଗରେ ପୁରୀ ପ୍ରଥମ, କଟକ ଦ୍ୱିତୀୟ ସ୍ଥାନ ଅଧିକାର କରିଥିଲେ। xyxy=(1138,717,1311,873)
list-item: • ଜିଲ୍ଲା ସ୍ତରୀୟ ଖେଳକୁଦ ପ୍ରତିଯୋଗିତା, ଫକୀରମୋହନ ପଡ଼ିଆ, ସକାଳ ୮ଟା xyxy=(198,704,362,757)
events-balasore-heading: ବାଲେଶ୍ୱର xyxy=(243,681,317,701)
esic-ad xyxy=(6,2026,368,2326)
sail-notice xyxy=(13,1321,361,1386)
list-item: • ମା' କଟକଚଣ୍ଡୀ ମନ୍ଦିରରେ ବିଶେଷ ପୂଜା, ସକାଳ ୬ଟା xyxy=(16,644,184,679)
cpwd-last: : 15.00 hours of 17.10.2012. xyxy=(1146,1654,1485,1688)
kalinga-headline: କଳିଙ୍ଗ ଷ୍ଟୁଡିଓ ନିକଟରୁ କଙ୍କାଳ ଉଦ୍ଧାର xyxy=(382,1157,512,1233)
bptsl-title: REQUEST FOR PROPOSAL IMPACT ASSESSMENT DYUFY OF CITY BUS SERVICE xyxy=(41,1600,333,1659)
commissionerate-banner: କମିଶନରେଟ ମୁଖ୍ୟାଳୟ ପଛପଟେ ଜୁଆଆଡ୍ଡା xyxy=(570,156,1130,202)
list-item: • ମା' ଶାରଳା ମନ୍ଦିର ନିକଟ ଦଶହରା ଉତ୍ସବ, ପିଠାପୁର, ସକାଳ ୮ଟା xyxy=(198,212,362,265)
